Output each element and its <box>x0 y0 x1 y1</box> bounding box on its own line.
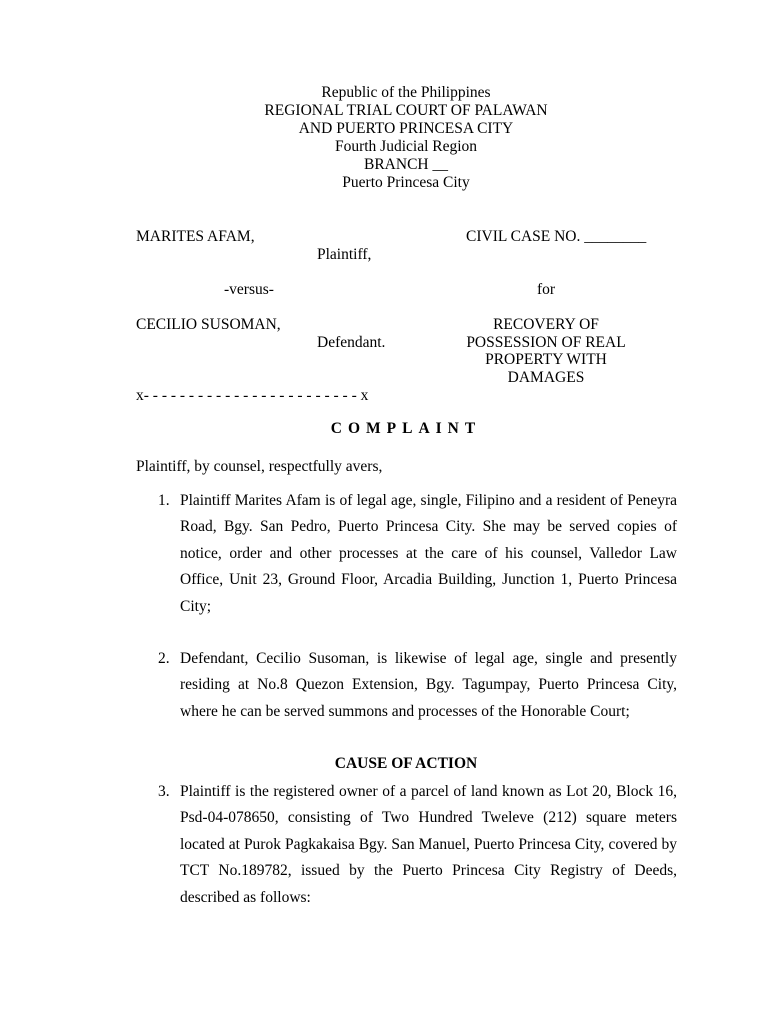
header-court-city: AND PUERTO PRINCESA CITY <box>298 120 514 137</box>
paragraph-2-text: Defendant, Cecilio Susoman, is likewise of legal age, single and presently residing at No.8 Quezon Extension, Bgy. Tagumpay, Puerto Princesa City, where he can be served summons and processes of the Honorable Court; <box>180 650 677 720</box>
versus-label: -versus- <box>224 281 274 298</box>
paragraph-1-text: Plaintiff Marites Afam is of legal age, single, Filipino and a resident of Peneyra Road, Bgy. San Pedro, Puerto Princesa City. She may be served copies of notice, order and other processes at the care of his counsel, Valledor Law Office, Unit 23, Ground Floor, Arcadia Building, Junction 1, Puerto Princesa City; <box>180 492 677 615</box>
paragraph-2-number: 2. <box>158 650 170 667</box>
case-nature-line-3: PROPERTY WITH <box>485 351 607 368</box>
defendant-name: CECILIO SUSOMAN, <box>136 316 281 333</box>
header-region: Fourth Judicial Region <box>334 138 478 155</box>
plaintiff-role: Plaintiff, <box>317 246 372 263</box>
header-republic: Republic of the Philippines <box>321 84 491 101</box>
case-nature-line-2: POSSESSION OF REAL <box>466 334 626 351</box>
intro-text: Plaintiff, by counsel, respectfully avers, <box>136 458 383 475</box>
civil-case-number: CIVIL CASE NO. ________ <box>466 228 647 245</box>
paragraph-1-number: 1. <box>158 492 170 509</box>
header-court: REGIONAL TRIAL COURT OF PALAWAN <box>264 102 548 119</box>
court-header <box>0 84 768 192</box>
document-title: COMPLAINT <box>330 420 482 437</box>
paragraph-3-number: 3. <box>158 783 170 800</box>
plaintiff-name: MARITES AFAM, <box>136 228 255 245</box>
caption-separator: x- - - - - - - - - - - - - - - - - - - - - - - - x <box>136 387 369 404</box>
section-heading-cause-of-action: CAUSE OF ACTION <box>334 755 478 772</box>
header-branch: BRANCH __ <box>364 156 448 173</box>
paragraph-3-text: Plaintiff is the registered owner of a parcel of land known as Lot 20, Block 16, Psd-04-078650, consisting of Two Hundred Tweleve (212) square meters located at Purok Pagkakaisa Bgy. San Manuel, Puerto Princesa City, covered by TCT No.189782, issued by the Puerto Princesa City Registry of Deeds, described as follows: <box>180 783 677 906</box>
case-for-label: for <box>536 281 556 298</box>
defendant-role: Defendant. <box>317 334 386 351</box>
case-nature-line-4: DAMAGES <box>507 369 585 386</box>
case-nature-line-1: RECOVERY OF <box>493 316 599 333</box>
header-city: Puerto Princesa City <box>342 174 470 191</box>
